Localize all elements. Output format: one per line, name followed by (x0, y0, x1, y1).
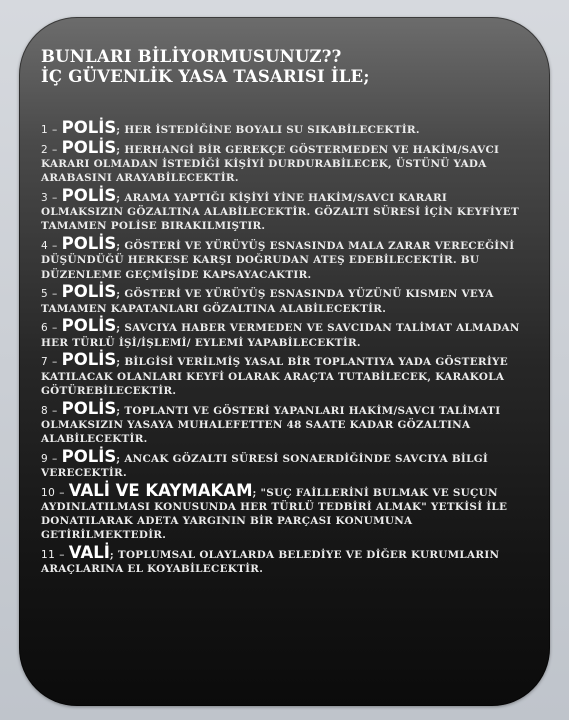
item-subject: POLİS (61, 186, 117, 205)
item-text: ; HER İSTEDİĞİNE BOYALI SU SIKABİLECEKTİR. (116, 124, 420, 136)
item-text: ; SAVCIYA HABER VERMEDEN VE SAVCIDAN TALİMAT ALMADAN HER TÜRLÜ İŞİ/İŞLEMİ/ EYLEMİ YAPABİLECEKTİR. (41, 322, 520, 349)
item-number: 10 – (41, 486, 69, 499)
list-item-3 (41, 186, 520, 234)
item-number: 8 – (41, 404, 62, 417)
item-subject: VALİ VE KAYMAKAM (68, 480, 253, 500)
item-text: ; ANCAK GÖZALTI SÜRESİ SONAERDİĞİNDE SAVCIYA BİLGİ VERECEKTİR. (41, 452, 489, 480)
item-text: ; TOPLANTI VE GÖSTERİ YAPANLARI HAKİM/SAVCI TALİMATI OLMAKSIZIN YASAYA MUHALEFETTEN 48 SAATE KADAR GÖZALTINA ALABİLECEKTİR. (41, 404, 501, 446)
item-number: 4 – (41, 240, 62, 253)
list-item-10 (41, 480, 520, 543)
item-text: ; HERHANGİ BİR GEREKÇE GÖSTERMEDEN VE HAKİM/SAVCI KARARI OLMADAN İSTEDİĞİ KİŞİYİ DURDURABİLECEK, ÜSTÜNÜ YADA ARABASINI ARAYABİLECEKTİR. (41, 143, 500, 185)
item-number: 5 – (41, 288, 62, 301)
item-subject: VALİ (68, 543, 110, 563)
item-text: ; TOPLUMSAL OLAYLARDA BELEDİYE VE DİĞER KURUMLARIN ARAÇLARINA EL KOYABİLECEKTİR. (41, 549, 500, 576)
item-number: 6 – (41, 322, 62, 335)
list-item-2 (41, 137, 520, 186)
list-item-4 (41, 234, 520, 282)
item-text: ; BİLGİSİ VERİLMİŞ YASAL BİR TOPLANTIYA YADA GÖSTERİYE KATILACAK OLANLARI KEYFİ OLARAK ARAÇTA TUTABİLECEK, KARAKOLA GÖTÜREBİLECEKTİR. (41, 356, 508, 397)
list-item-9 (41, 446, 520, 480)
item-subject: POLİS (61, 350, 117, 370)
headline-line-2: İÇ GÜVENLİK YASA TASARISI İLE; (41, 67, 370, 86)
item-text: ; GÖSTERİ VE YÜRÜYÜŞ ESNASINDA MALA ZARAR VERECEĞİNİ DÜŞÜNDÜĞÜ HERKESE KARŞI DOĞRUDAN ATEŞ EDEBİLECEKTİR. BU DÜZENLEME GEÇMİŞİDE KAPSAYACAKTIR. (41, 240, 515, 281)
item-subject: POLİS (61, 137, 117, 157)
item-text: ; "SUÇ FAİLLERİNİ BULMAK VE SUÇUN AYDINLATILMASI KONUSUNDA HER TÜRLÜ TEDBİRİ ALMAK" YETKİSİ İLE DONATILARAK ADETA YARGININ BİR PARÇASI KONUMUNA GETİRİLMEKTEDİR. (41, 486, 508, 542)
list-item-1 (41, 118, 520, 137)
item-text: ; ARAMA YAPTIĞI KİŞİYİ YİNE HAKİM/SAVCI KARARI OLMAKSIZIN GÖZALTINA ALABİLECEKTİR. GÖZALTI SÜRESİ İÇİN KEYFİYET TAMAMEN POLİSE BIRAKILMIŞTIR. (41, 192, 519, 233)
item-subject: POLİS (61, 398, 117, 418)
item-number: 7 – (41, 356, 62, 369)
list-item-5 (41, 282, 520, 315)
info-panel (19, 17, 550, 706)
list-item-8 (41, 398, 520, 447)
item-text: ; GÖSTERİ VE YÜRÜYÜŞ ESNASINDA YÜZÜNÜ KISMEN VEYA TAMAMEN KAPATANLARI GÖZALTINA ALABİLECEKTİR. (41, 288, 494, 315)
item-subject: POLİS (61, 446, 117, 466)
item-subject: POLİS (61, 282, 117, 302)
headline (41, 47, 520, 87)
item-number: 9 – (41, 452, 62, 465)
item-list (41, 118, 520, 577)
list-item-7 (41, 350, 520, 398)
item-subject: POLİS (61, 118, 117, 137)
item-subject: POLİS (61, 234, 117, 254)
item-number: 2 – (41, 143, 62, 156)
list-item-11 (41, 543, 520, 576)
headline-line-1: BUNLARI BİLİYORMUSUNUZ?? (41, 47, 342, 66)
item-subject: POLİS (61, 316, 117, 336)
item-number: 11 – (41, 549, 69, 562)
list-item-6 (41, 316, 520, 349)
item-number: 1 – (41, 124, 62, 136)
item-number: 3 – (41, 192, 62, 204)
